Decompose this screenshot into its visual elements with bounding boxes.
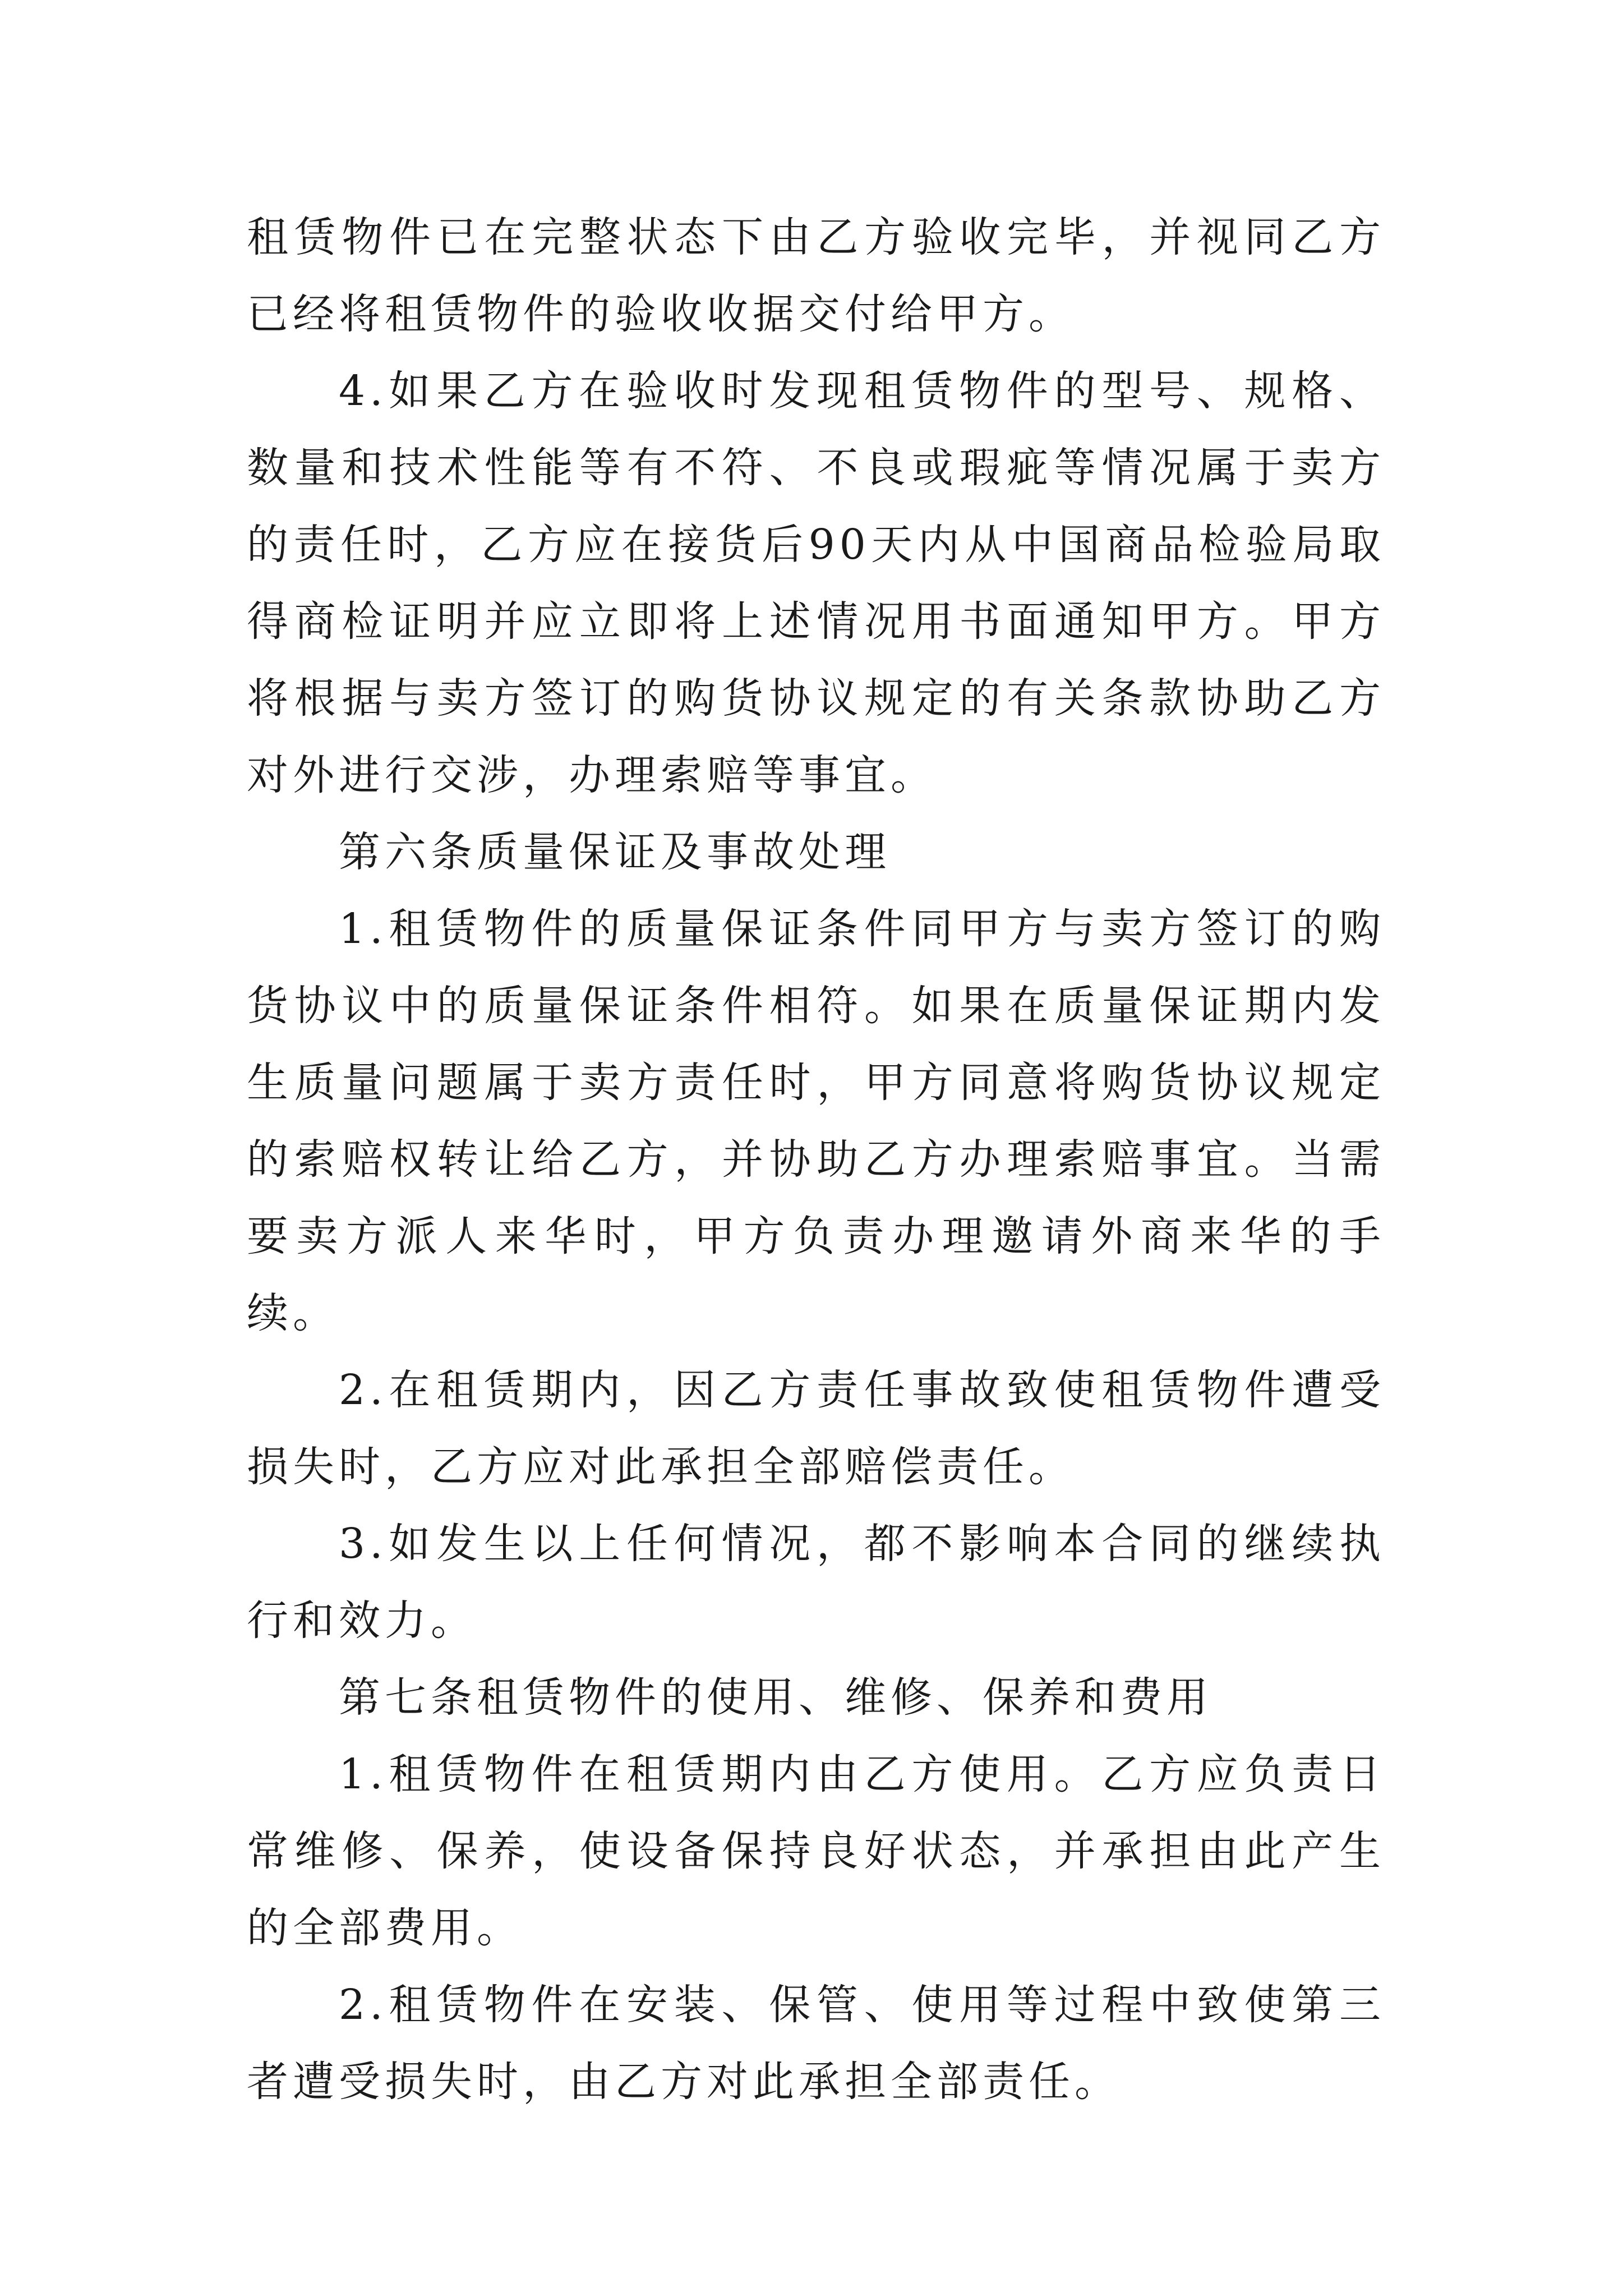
- section-heading-article-6: 第六条质量保证及事故处理: [339, 828, 891, 876]
- paragraph-item-4: 4.如果乙方在验收时发现租赁物件的型号、规格、数量和技术性能等有不符、不良或瑕疵等情况属于卖方的责任时，乙方应在接货后90天内从中国商品检验局取得商检证明并应立即将上述情况用书面通知甲方。甲方将根据与卖方签订的购货协议规定的有关条款协助乙方对外进行交涉，办理索赔等事宜。: [247, 367, 1385, 799]
- paragraph-article-7-item-1: 1.租赁物件在租赁期内由乙方使用。乙方应负责日常维修、保养，使设备保持良好状态，并承担由此产生的全部费用。: [247, 1750, 1385, 1952]
- paragraph-continuation: 租赁物件已在完整状态下由乙方验收完毕，并视同乙方已经将租赁物件的验收收据交付给甲方。: [247, 213, 1385, 338]
- paragraph-article-6-item-1: 1.租赁物件的质量保证条件同甲方与卖方签订的购货协议中的质量保证条件相符。如果在质量保证期内发生质量问题属于卖方责任时，甲方同意将购货协议规定的索赔权转让给乙方，并协助乙方办理索赔事宜。当需要卖方派人来华时，甲方负责办理邀请外商来华的手续。: [247, 905, 1385, 1337]
- paragraph-article-6-item-3: 3.如发生以上任何情况，都不影响本合同的继续执行和效力。: [247, 1520, 1385, 1645]
- paragraph-article-7-item-2: 2.租赁物件在安装、保管、使用等过程中致使第三者遭受损失时，由乙方对此承担全部责任。: [247, 1981, 1385, 2106]
- paragraph-article-6-item-2: 2.在租赁期内，因乙方责任事故致使租赁物件遭受损失时，乙方应对此承担全部赔偿责任。: [247, 1366, 1385, 1491]
- section-heading-article-7: 第七条租赁物件的使用、维修、保养和费用: [339, 1673, 1212, 1722]
- document-body: [247, 199, 1385, 2120]
